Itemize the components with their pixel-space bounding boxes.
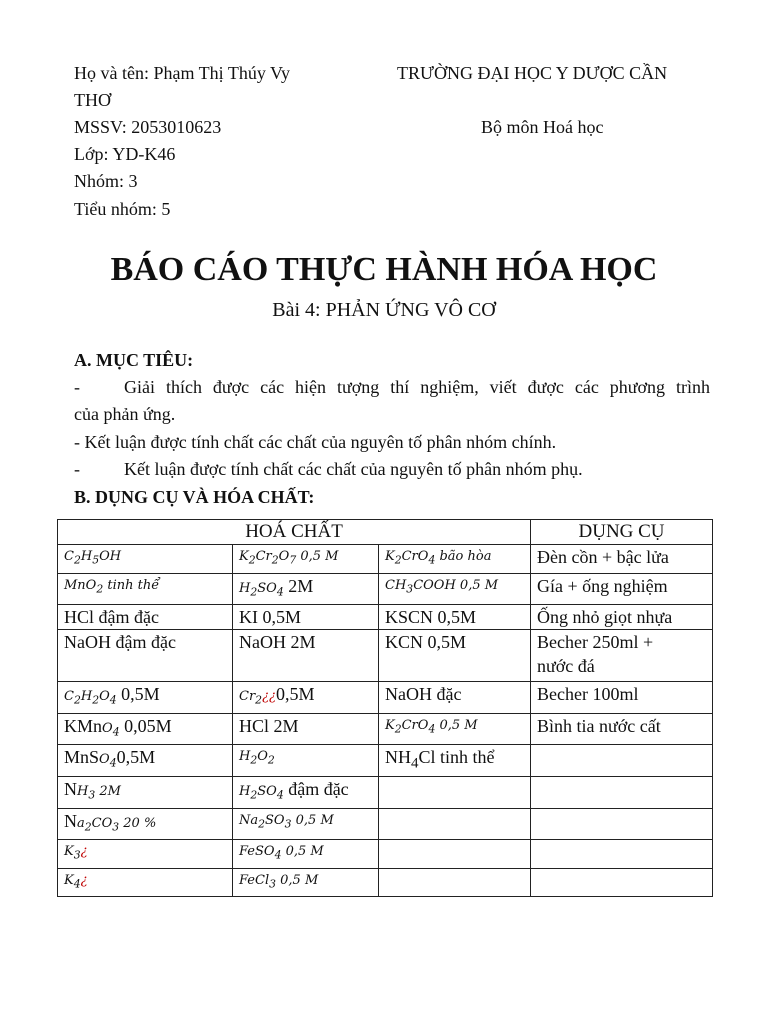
cell: $K_2Cr_2O_7$ 0,5 M: [233, 545, 379, 574]
student-name: Họ và tên: Phạm Thị Thúy Vy: [74, 63, 290, 83]
table-row: [58, 745, 713, 777]
cell: KCN 0,5M: [379, 630, 531, 682]
table-row: [58, 776, 713, 808]
cell: [531, 808, 713, 840]
cell: $CH_3COOH$ 0,5 M: [379, 573, 531, 605]
header-tools: DỤNG CỤ: [531, 520, 713, 545]
cell: $NH_4Cl$ tinh thể: [379, 745, 531, 777]
cell: MnSO$_4$0,5M: [58, 745, 233, 777]
cell: $H_2O_2$: [233, 745, 379, 777]
cell: $K_3¿$: [58, 840, 233, 869]
cell: MnO$_2$ tinh thể: [58, 573, 233, 605]
table-row: [58, 868, 713, 897]
cell: $K_4¿$: [58, 868, 233, 897]
cell: Gía + ống nghiệm: [531, 573, 713, 605]
cell: [531, 745, 713, 777]
cell: [379, 840, 531, 869]
cell: [531, 630, 713, 682]
cell: [379, 776, 531, 808]
cell: [379, 808, 531, 840]
section-a-heading: A. MỤC TIÊU:: [74, 350, 194, 370]
table-row: [58, 840, 713, 869]
cell: $Na_2SO_3$ 0,5 M: [233, 808, 379, 840]
cell: FeSO$_4$ 0,5 M: [233, 840, 379, 869]
cell: $C_2H_2O_4$ 0,5M: [58, 682, 233, 714]
subgroup: Tiểu nhóm: 5: [74, 199, 171, 219]
cell: $H_2SO_4$ 2M: [233, 573, 379, 605]
bullet-dash: -: [74, 459, 80, 479]
section-b-heading: B. DỤNG CỤ VÀ HÓA CHẤT:: [74, 487, 315, 507]
cell: $Na_2CO_3$ 20 %: [58, 808, 233, 840]
table-row: [58, 545, 713, 574]
cell: [531, 776, 713, 808]
cell: Bình tia nước cất: [531, 713, 713, 745]
table-header-row: [58, 520, 713, 545]
school-name: TRƯỜNG ĐẠI HỌC Y DƯỢC CẦN: [397, 63, 668, 83]
cell: FeCl$_3$ 0,5 M: [233, 868, 379, 897]
cell: $C_2H_5OH$: [58, 545, 233, 574]
cell: $NH_3$ 2M: [58, 776, 233, 808]
cell: $K_2CrO_4$ bão hòa: [379, 545, 531, 574]
objective-1-text: Giải thích được các hiện tượng thí nghiệm, viết được các phương trình: [124, 377, 710, 397]
class: Lớp: YD-K46: [74, 144, 176, 164]
table-row: [58, 573, 713, 605]
objective-1: [74, 374, 710, 401]
bullet-dash: -: [74, 377, 80, 397]
cell: NaOH đặc: [379, 682, 531, 714]
table-row: [58, 713, 713, 745]
cell: [531, 840, 713, 869]
cell: NaOH 2M: [233, 630, 379, 682]
cell: HCl 2M: [233, 713, 379, 745]
report-subtitle: Bài 4: PHẢN ỨNG VÔ CƠ: [272, 299, 496, 321]
group: Nhóm: 3: [74, 171, 138, 191]
school-name-continued: THƠ: [74, 90, 111, 110]
header-chemicals: HOÁ CHẤT: [58, 520, 531, 545]
chemicals-table: [57, 519, 713, 897]
cell: KI 0,5M: [233, 605, 379, 630]
table-row: [58, 682, 713, 714]
report-title: BÁO CÁO THỰC HÀNH HÓA HỌC: [110, 251, 658, 288]
cell: Đèn cồn + bậc lửa: [531, 545, 713, 574]
cell: $K_2CrO_4$ 0,5 M: [379, 713, 531, 745]
cell: KMnO$_4$ 0,05M: [58, 713, 233, 745]
objective-3-text: Kết luận được tính chất các chất của nguyên tố phân nhóm phụ.: [124, 459, 583, 479]
cell: $Cr_2¿¿0,5M$: [233, 682, 379, 714]
cell-line: nước đá: [537, 656, 595, 677]
cell: HCl đậm đặc: [58, 605, 233, 630]
cell-line: Becher 250ml +: [537, 632, 654, 653]
student-id: MSSV: 2053010623: [74, 117, 222, 137]
objective-1-cont: của phản ứng.: [74, 404, 176, 424]
objective-2: - Kết luận được tính chất các chất của nguyên tố phân nhóm chính.: [74, 432, 557, 452]
table-row: [58, 630, 713, 682]
objective-3: [74, 456, 710, 483]
cell: NaOH đậm đặc: [58, 630, 233, 682]
cell: Becher 100ml: [531, 682, 713, 714]
cell: [379, 868, 531, 897]
cell: Ống nhỏ giọt nhựa: [531, 605, 713, 630]
cell: [531, 868, 713, 897]
department: Bộ môn Hoá học: [481, 117, 604, 137]
cell: $H_2SO_4$ đậm đặc: [233, 776, 379, 808]
table-row: [58, 808, 713, 840]
table-row: [58, 605, 713, 630]
cell: KSCN 0,5M: [379, 605, 531, 630]
